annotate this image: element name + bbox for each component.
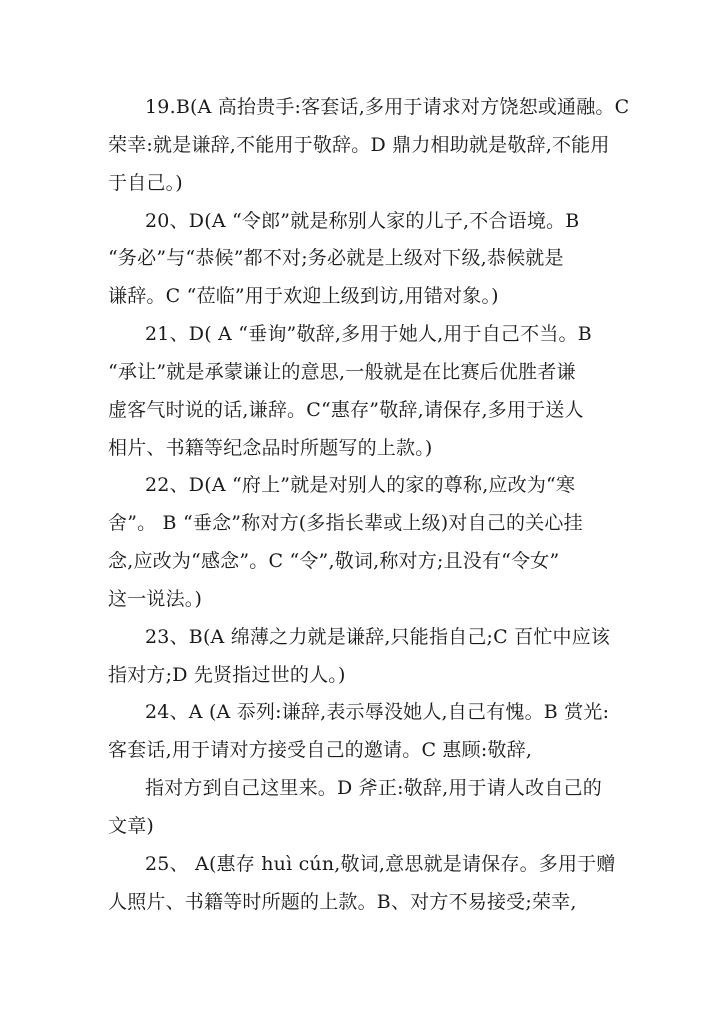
text-line: 指对方到自己这里来。D 斧正:敬辞,用于请人改自己的 (145, 777, 602, 799)
text-line: 虚客气时说的话,谦辞。C“惠存”敬辞,请保存,多用于送人 (108, 399, 584, 421)
text-line: 念,应改为“感念”。C “令”,敬词,称对方;且没有“令女” (108, 550, 560, 572)
text-line: 人照片、书籍等时所题的上款。B、对方不易接受;荣幸, (108, 891, 577, 913)
text-line: “承让”就是承蒙谦让的意思,一般就是在比赛后优胜者谦 (108, 361, 576, 383)
text-line: 相片、书籍等纪念品时所题写的上款。) (108, 437, 433, 459)
text-line: 20、D(A “令郎”就是称别人家的儿子,不合语境。B (145, 210, 580, 232)
text-line: 客套话,用于请对方接受自己的邀请。C 惠顾:敬辞, (108, 739, 533, 761)
text-line: 指对方;D 先贤指过世的人。) (108, 664, 346, 686)
text-line: 19.B(A 高抬贵手:客套话,多用于请求对方饶恕或通融。C (145, 96, 630, 118)
text-line: 24、A (A 忝列:谦辞,表示辱没她人,自己有愧。B 赏光: (145, 701, 610, 723)
text-line: 荣幸:就是谦辞,不能用于敬辞。D 鼎力相助就是敬辞,不能用 (108, 134, 610, 156)
text-line: 谦辞。C “莅临”用于欢迎上级到访,用错对象。) (108, 285, 499, 307)
text-line: 21、D( A “垂询”敬辞,多用于她人,用于自己不当。B (145, 323, 592, 345)
text-line: 舍”。 B “垂念”称对方(多指长辈或上级)对自己的关心挂 (108, 512, 583, 534)
text-line: 23、B(A 绵薄之力就是谦辞,只能指自己;C 百忙中应该 (145, 626, 611, 648)
text-line: 文章) (108, 815, 155, 837)
text-line: 于自己。) (108, 172, 183, 194)
text-line: 25、 A(惠存 huì cún,敬词,意思就是请保存。多用于赠 (145, 853, 616, 875)
text-line: 22、D(A “府上”就是对别人的家的尊称,应改为“寒 (145, 474, 576, 496)
text-line: “务必”与“恭候”都不对;务必就是上级对下级,恭候就是 (108, 247, 564, 269)
text-line: 这一说法。) (108, 588, 203, 610)
